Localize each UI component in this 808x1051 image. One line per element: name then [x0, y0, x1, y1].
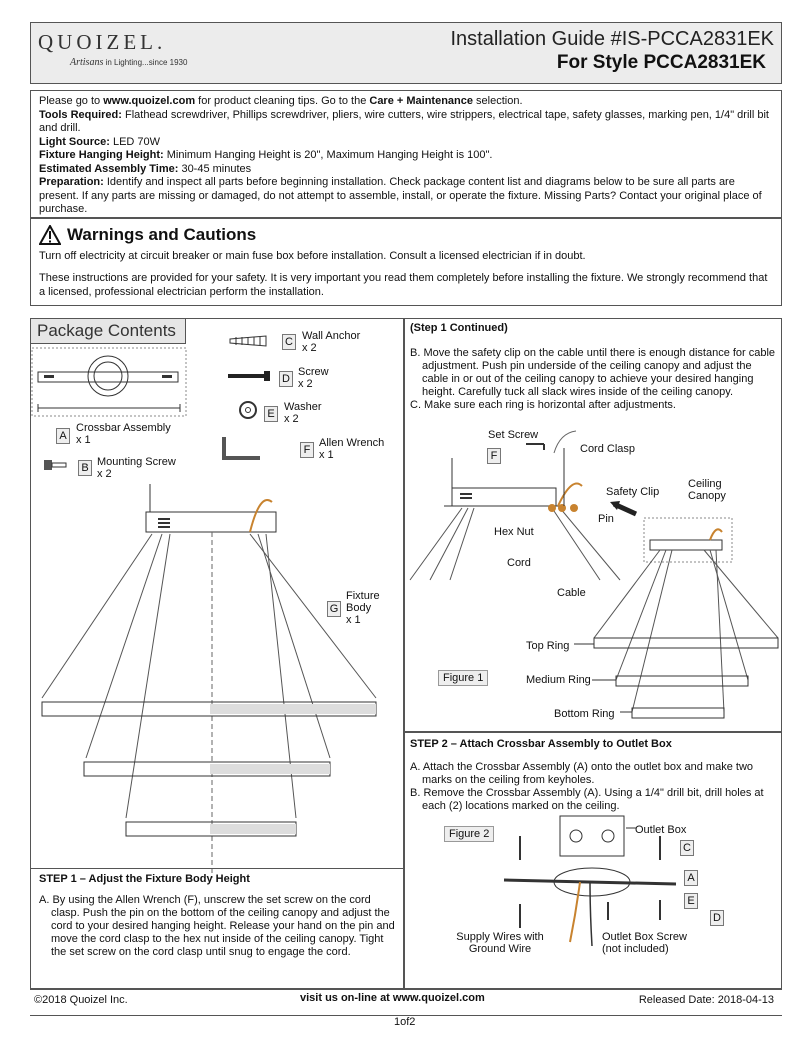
medium-ring-detail: [616, 676, 748, 686]
footer-visit[interactable]: visit us on-line at www.quoizel.com: [300, 992, 485, 1004]
logo-tagline-text: in Lighting...since 1930: [105, 58, 188, 67]
warning-p1: Turn off electricity at circuit breaker or main fuse box before installation. Consult a licensed electrician if in doubt.: [39, 250, 586, 262]
warnings-heading: Warnings and Cautions: [39, 225, 773, 245]
item-fixture-body: Fixture Body x 1: [346, 590, 380, 626]
label-outlet-screw: Outlet Box Screw (not included): [602, 931, 687, 955]
figure1-label: Figure 1: [438, 670, 488, 686]
warnings-section: [30, 218, 782, 306]
label-supply-wires: Supply Wires with Ground Wire: [456, 931, 544, 955]
tag-e: E: [264, 406, 278, 422]
tag-b: B: [78, 460, 92, 476]
tag-a: A: [56, 428, 70, 444]
prep-line: Preparation: Identify and inspect all parts before beginning installation. Check package content list and diagrams below to be sure all parts are present. If any parts are missing or damaged, do not attempt to assemble, install, or operate the fixture. Missing Parts? Contact your original place of purchase.: [39, 176, 762, 215]
intro-section: [30, 90, 782, 218]
tag-f: F: [300, 442, 314, 458]
figure2-label: Figure 2: [444, 826, 494, 842]
step2-heading: STEP 2 – Attach Crossbar Assembly to Outlet Box: [410, 738, 672, 750]
guide-title: Installation Guide #IS-PCCA2831EK: [450, 28, 774, 50]
copyright: ©2018 Quoizel Inc.: [34, 994, 128, 1006]
label-ceiling-canopy: Ceiling Canopy: [688, 478, 726, 502]
item-screw: Screw x 2: [298, 366, 329, 390]
label-safety-clip: Safety Clip: [606, 486, 660, 498]
mounting-screw: [44, 460, 52, 470]
allen-wrench: [224, 437, 260, 458]
item-allen-wrench: Allen Wrench x 1: [319, 437, 385, 461]
label-pin: Pin: [598, 513, 614, 525]
tag-d-fig2: D: [710, 910, 724, 926]
step1c-b: B. Move the safety clip on the cable until there is enough distance for cable adjustment. Push pin underside of the ceiling canopy and adjust the cable in or out of the ceiling canopy to achieve your desired hanging height. Carefully tuck all slack wires inside of the ceiling canopy.: [410, 347, 776, 398]
light-line: Light Source: LED 70W: [39, 135, 161, 148]
step2-b: B. Remove the Crossbar Assembly (A). Using a 1/4" drill bit, drill holes at each (2) locations marked on the ceiling.: [410, 787, 764, 812]
package-title: Package Contents: [30, 318, 186, 344]
label-medium-ring: Medium Ring: [526, 674, 591, 686]
item-crossbar: Crossbar Assembly x 1: [76, 422, 171, 446]
warning-icon: [39, 225, 61, 245]
label-cord-clasp: Cord Clasp: [580, 443, 636, 455]
tag-g: G: [327, 601, 341, 617]
item-wall-anchor: Wall Anchor x 2: [302, 330, 361, 354]
tools-line: Tools Required: Flathead screwdriver, Phillips screwdriver, pliers, wire cutters, wire strippers, electrical tape, safety glasses, marking pen, 1/4" drill bit and drill.: [39, 108, 769, 134]
tag-e-fig2: E: [684, 893, 698, 909]
washer: [240, 402, 256, 418]
intro-care-line: Please go to www.quoizel.com for product cleaning tips. Go to the Care + Maintenance selection.: [39, 95, 523, 107]
tag-a-fig2: A: [684, 870, 698, 886]
label-cable: Cable: [557, 587, 586, 599]
warning-p2: These instructions are provided for your safety. It is very important you read them completely before installing the fixture. We strongly recommend that a licensed, professional electrician perform the installation.: [39, 272, 768, 298]
page-number: 1of2: [394, 1016, 416, 1028]
label-outlet-box: Outlet Box: [635, 824, 687, 836]
label-f-tag: F: [487, 448, 501, 464]
step1c-heading: (Step 1 Continued): [410, 322, 508, 334]
label-cord: Cord: [507, 557, 531, 569]
step1-heading: STEP 1 – Adjust the Fixture Body Height: [39, 873, 250, 885]
cable: [42, 534, 152, 698]
top-ring-detail: [594, 638, 778, 648]
quoizel-link[interactable]: www.quoizel.com: [103, 95, 196, 107]
released-date: Released Date: 2018-04-13: [638, 994, 774, 1006]
label-top-ring: Top Ring: [526, 640, 570, 652]
label-hex-nut: Hex Nut: [494, 526, 534, 538]
style-title: For Style PCCA2831EK: [556, 52, 766, 73]
step1-section: [30, 868, 404, 990]
tag-c-fig2: C: [680, 840, 694, 856]
step1c-c: C. Make sure each ring is horizontal after adjustments.: [410, 399, 676, 411]
step1-a: A. By using the Allen Wrench (F), unscrew the set screw on the cord clasp. Push the pin on the bottom of the ceiling canopy and adjust the cord to your desired hanging height. Release your hand on the pin and move the cord clasp to the hex nut inside of the ceiling canopy. Tight the set screw on the cord clasp until snug to engage the cord.: [39, 894, 395, 958]
crossbar-bar: [38, 372, 178, 382]
care-link: Care + Maintenance: [369, 95, 473, 107]
logo-script: Artisans: [70, 57, 104, 68]
height-line: Fixture Hanging Height: Minimum Hanging Height is 20", Maximum Hanging Height is 100".: [39, 149, 493, 161]
step2-a: A. Attach the Crossbar Assembly (A) onto the outlet box and make two marks on the ceiling from keyholes.: [410, 761, 754, 786]
quoizel-logo: QUOIZEL.: [38, 30, 167, 54]
tag-d: D: [279, 371, 293, 387]
item-mounting-screw: Mounting Screw x 2: [97, 456, 176, 480]
label-bottom-ring: Bottom Ring: [554, 708, 615, 720]
tag-c: C: [282, 334, 296, 350]
bottom-ring-detail: [632, 708, 724, 718]
time-line: Estimated Assembly Time: 30-45 minutes: [39, 162, 252, 175]
label-set-screw: Set Screw: [488, 429, 539, 441]
logo-tagline: [70, 57, 187, 68]
item-washer: Washer x 2: [284, 401, 322, 425]
